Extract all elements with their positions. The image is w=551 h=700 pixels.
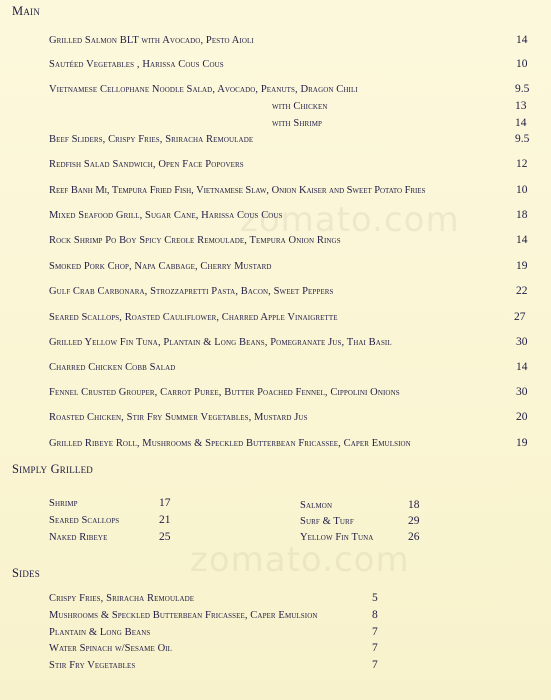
menu-item-price: 18 — [516, 209, 528, 221]
menu-item-name: Grilled Ribeye Roll, Mushrooms & Speckled Butterbean Fricassee, Caper Emulsion — [49, 438, 411, 449]
menu-item-name: Mixed Seafood Grill, Sugar Cane, Harissa Cous Cous — [49, 210, 283, 221]
grilled-item-price: 17 — [159, 497, 171, 509]
menu-item-price: 9.5 — [515, 83, 530, 95]
menu-item-price: 20 — [516, 411, 528, 423]
menu-item-name: with Shrimp — [272, 118, 323, 129]
side-item-name: Stir Fry Vegetables — [49, 660, 136, 671]
section-title-main: Main — [12, 4, 40, 18]
menu-item-price: 19 — [516, 260, 528, 272]
grilled-item-name: Salmon — [300, 500, 333, 511]
grilled-item-name: Yellow Fin Tuna — [300, 532, 374, 543]
menu-item-price: 14 — [515, 117, 527, 129]
section-title-simply-grilled: Simply Grilled — [12, 462, 93, 476]
grilled-item-name: Naked Ribeye — [49, 532, 108, 543]
menu-item-price: 14 — [516, 361, 528, 373]
menu-item-name: Rock Shrimp Po Boy Spicy Creole Remoulade, Tempura Onion Rings — [49, 235, 341, 246]
menu-item-price: 30 — [516, 336, 528, 348]
menu-item-name: Sautéed Vegetables , Harissa Cous Cous — [49, 59, 224, 70]
grilled-item-price: 29 — [408, 515, 420, 527]
watermark-top: zomato.com — [240, 200, 460, 240]
menu-item-price: 19 — [516, 437, 528, 449]
menu-item-name: Gulf Crab Carbonara, Strozzapretti Pasta, Bacon, Sweet Peppers — [49, 286, 334, 297]
menu-item-price: 9.5 — [515, 133, 530, 145]
side-item-price: 8 — [372, 609, 378, 621]
menu-item-name: Roasted Chicken, Stir Fry Summer Vegetables, Mustard Jus — [49, 412, 308, 423]
menu-item-price: 13 — [515, 100, 527, 112]
menu-item-name: Redfish Salad Sandwich, Open Face Popovers — [49, 159, 244, 170]
grilled-item-name: Seared Scallops — [49, 515, 120, 526]
menu-item-name: Reef Banh Mi, Tempura Fried Fish, Vietnamese Slaw, Onion Kaiser and Sweet Potato Fries — [49, 185, 426, 196]
menu-item-name: Smoked Pork Chop, Napa Cabbage, Cherry Mustard — [49, 261, 272, 272]
menu-item-name: Charred Chicken Cobb Salad — [49, 362, 176, 373]
grilled-item-price: 18 — [408, 499, 420, 511]
section-title-sides: Sides — [12, 566, 40, 580]
menu-item-name: Fennel Crusted Grouper, Carrot Puree, Butter Poached Fennel, Cippolini Onions — [49, 387, 400, 398]
menu-item-name: with Chicken — [272, 101, 328, 112]
menu-item-price: 27 — [514, 311, 526, 323]
menu-item-price: 30 — [516, 386, 528, 398]
side-item-name: Mushrooms & Speckled Butterbean Fricassee, Caper Emulsion — [49, 610, 318, 621]
side-item-price: 7 — [372, 626, 378, 638]
menu-item-price: 10 — [516, 184, 528, 196]
side-item-price: 7 — [372, 642, 378, 654]
menu-item-price: 14 — [516, 234, 528, 246]
grilled-item-price: 25 — [159, 531, 171, 543]
side-item-name: Water Spinach w/Sesame Oil — [49, 643, 173, 654]
menu-item-price: 10 — [516, 58, 528, 70]
watermark-bottom: zomato.com — [190, 540, 410, 580]
grilled-item-price: 21 — [159, 514, 171, 526]
grilled-item-name: Surf & Turf — [300, 516, 354, 527]
menu-item-price: 12 — [516, 158, 528, 170]
menu-item-name: Vietnamese Cellophane Noodle Salad, Avocado, Peanuts, Dragon Chili — [49, 84, 358, 95]
menu-item-price: 14 — [516, 34, 528, 46]
menu-item-price: 22 — [516, 285, 528, 297]
grilled-item-name: Shrimp — [49, 498, 78, 509]
menu-item-name: Seared Scallops, Roasted Cauliflower, Charred Apple Vinaigrette — [49, 312, 338, 323]
side-item-price: 5 — [372, 592, 378, 604]
side-item-name: Crispy Fries, Sriracha Remoulade — [49, 593, 195, 604]
menu-item-name: Beef Sliders, Crispy Fries, Sriracha Remoulade — [49, 134, 254, 145]
menu-item-name: Grilled Salmon BLT with Avocado, Pesto Aioli — [49, 35, 254, 46]
menu-item-name: Grilled Yellow Fin Tuna, Plantain & Long Beans, Pomegranate Jus, Thai Basil — [49, 337, 392, 348]
side-item-name: Plantain & Long Beans — [49, 627, 151, 638]
side-item-price: 7 — [372, 659, 378, 671]
grilled-item-price: 26 — [408, 531, 420, 543]
